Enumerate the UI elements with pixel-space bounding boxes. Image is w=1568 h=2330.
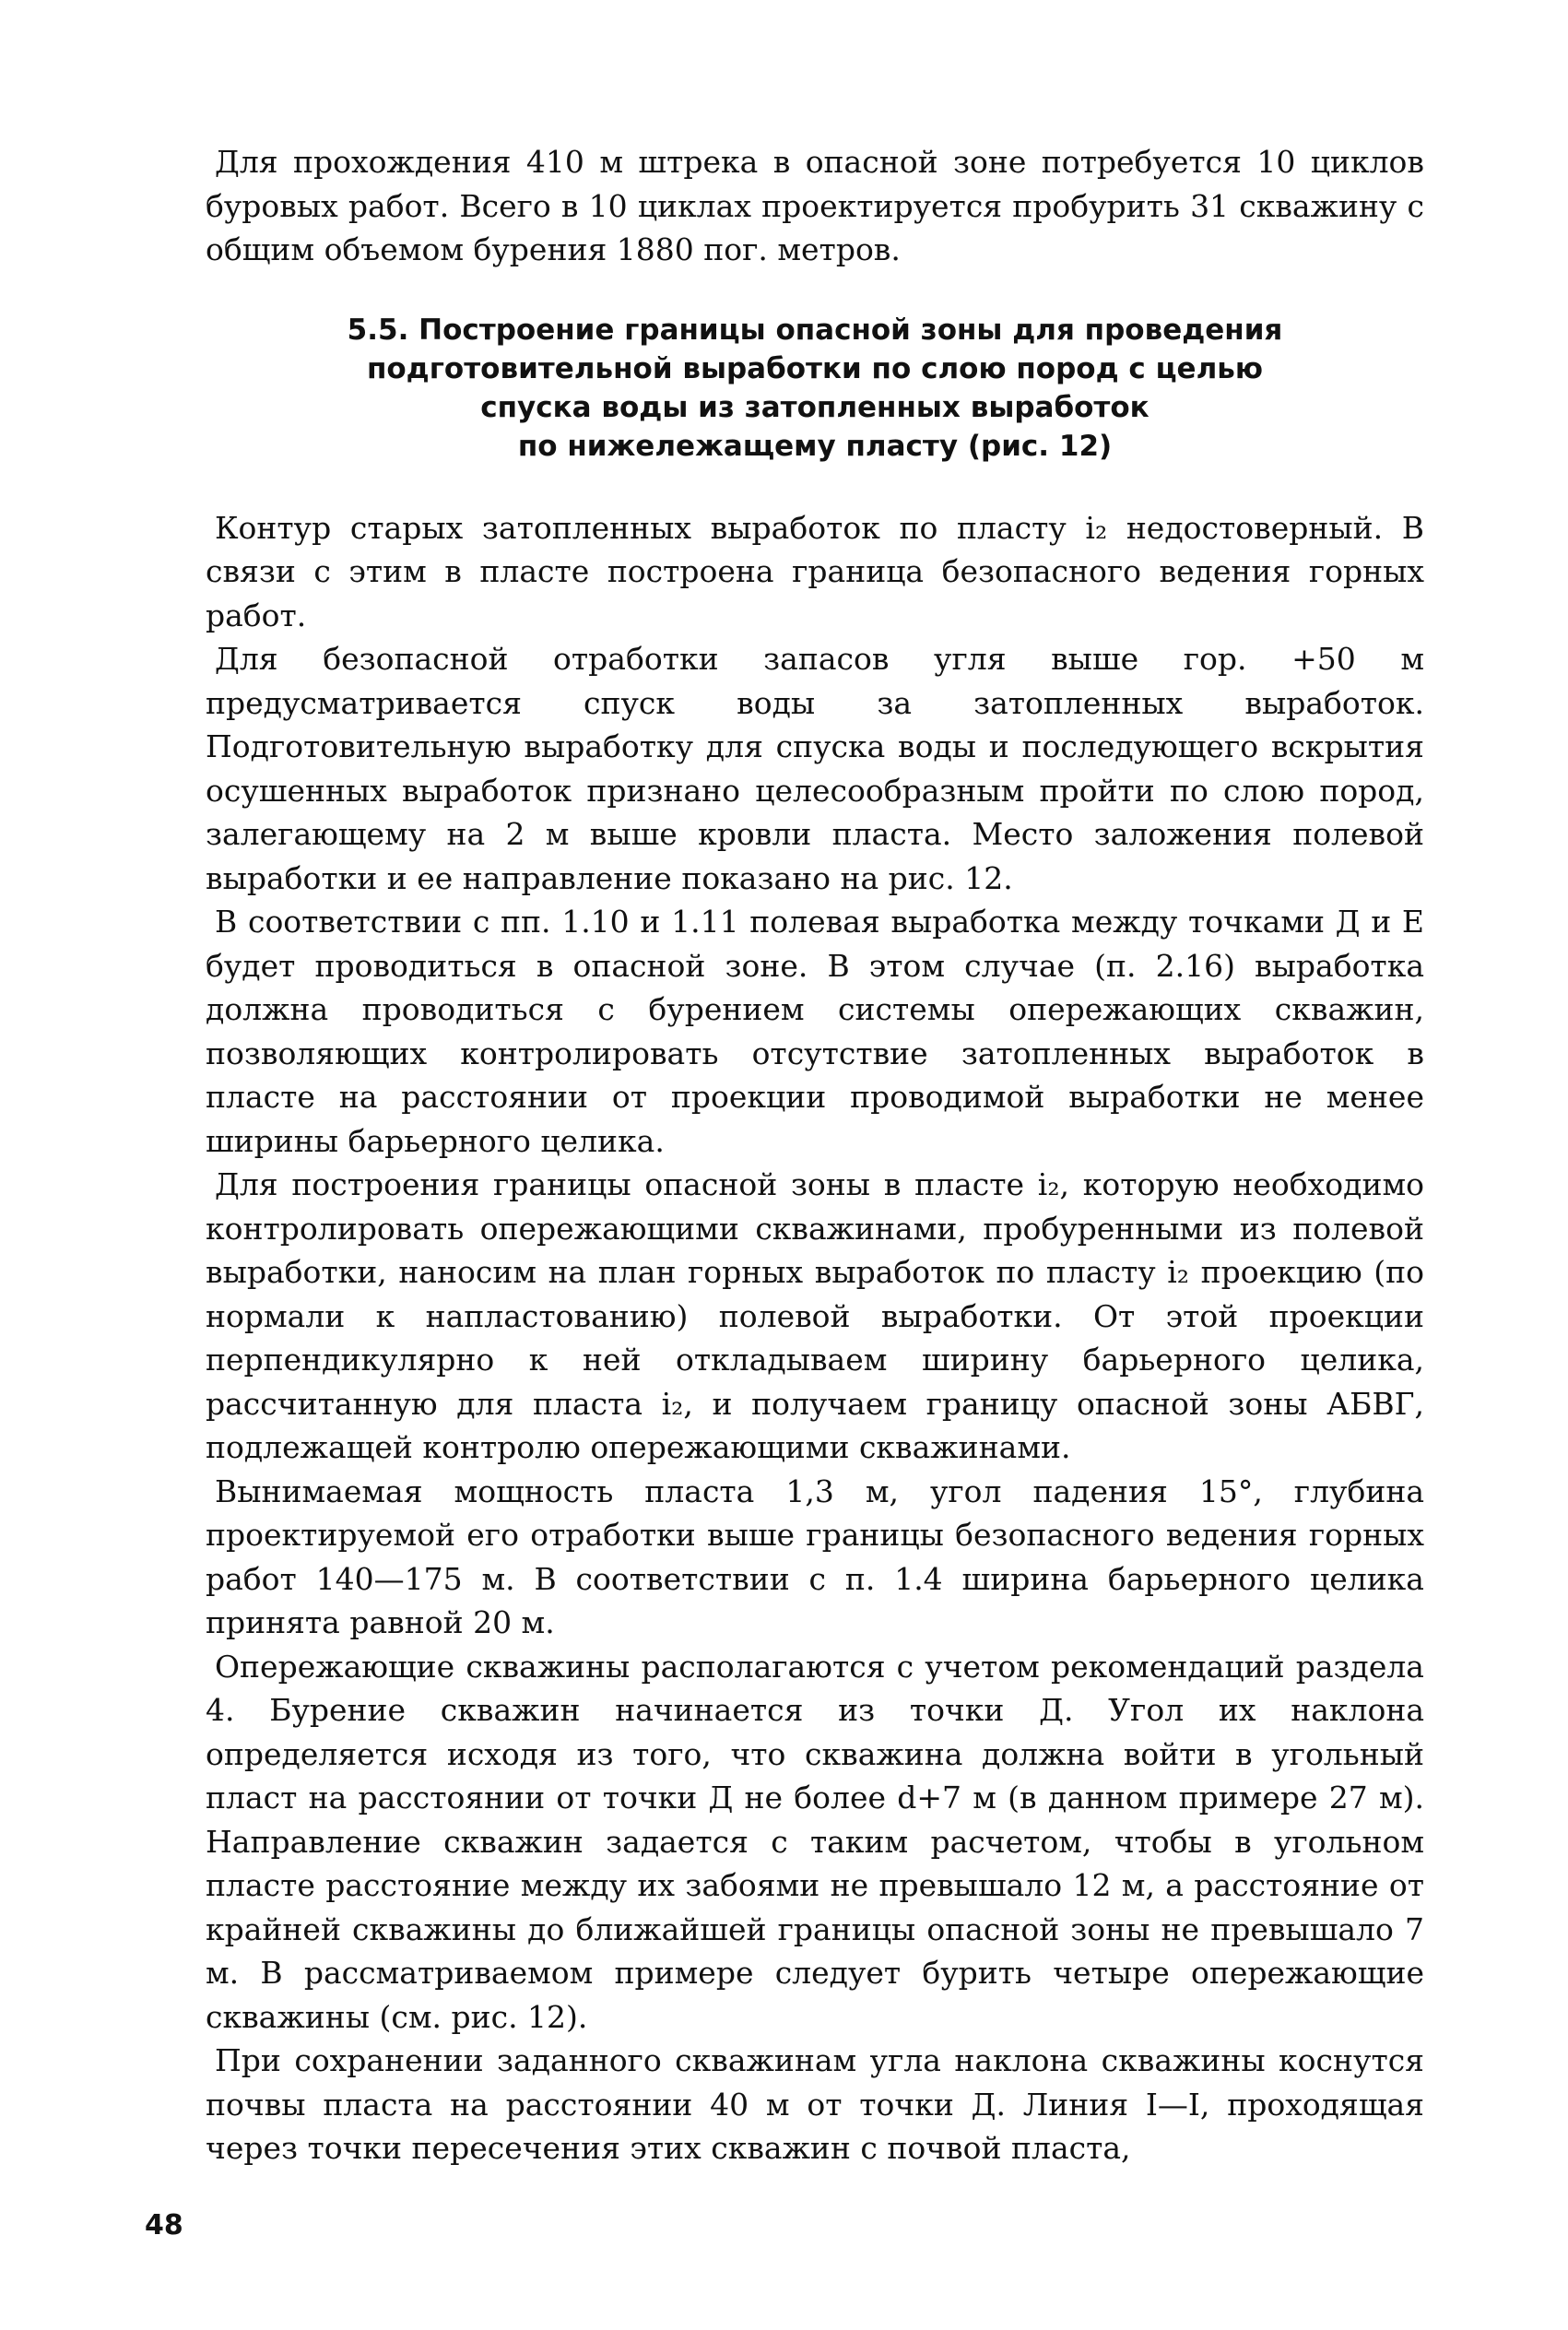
- body-paragraph: Для построения границы опасной зоны в пласте i₂, которую необходимо контролировать опережающими скважинами, пробуренными из полевой выработки, наносим на план горных выработок по пласту i₂ проекцию (по нормали к напластованию) полевой выработки. От этой проекции перпендикулярно к ней откладываем ширину барьерного целика, рассчитанную для пласта i₂, и получаем границу опасной зоны АБВГ, подлежащей контролю опережающими скважинами.: [206, 1166, 1424, 1465]
- body-paragraph: Для безопасной отработки запасов угля выше гор. +50 м предусматривается спуск воды за затопленных выработок. Подготовительную выработку для спуска воды и последующего вскрытия осушенных выработок признано целесообразным пройти по слою пород, залегающему на 2 м выше кровли пласта. Место заложения полевой выработки и ее направление показано на рис. 12.: [206, 641, 1424, 896]
- body-paragraph: Контур старых затопленных выработок по пласту i₂ недостоверный. В связи с этим в пласте построена граница безопасного ведения горных работ.: [206, 509, 1424, 633]
- page-number: 48: [145, 2209, 183, 2241]
- page-text-block: [206, 140, 1424, 2170]
- section-heading-line: 5.5. Построение границы опасной зоны для проведения: [347, 313, 1283, 347]
- body-paragraph: При сохранении заданного скважинам угла наклона скважины коснутся почвы пласта на расстоянии 40 м от точки Д. Линия I—I, проходящая через точки пересечения этих скважин с почвой пласта,: [206, 2042, 1424, 2166]
- section-heading-line: подготовительной выработки по слою пород с целью: [366, 351, 1264, 385]
- body-paragraph: Опережающие скважины располагаются с учетом рекомендаций раздела 4. Бурение скважин начинается из точки Д. Угол их наклона определяется исходя из того, что скважина должна войти в угольный пласт на расстоянии от точки Д не более d+7 м (в данном примере 27 м). Направление скважин задается с таким расчетом, чтобы в угольном пласте расстояние между их забоями не превышало 12 м, а расстояние от крайней скважины до ближайшей границы опасной зоны не превышало 7 м. В рассматриваемом примере следует бурить четыре опережающие скважины (см. рис. 12).: [206, 1648, 1424, 2035]
- body-paragraph: В соответствии с пп. 1.10 и 1.11 полевая выработка между точками Д и Е будет проводиться в опасной зоне. В этом случае (п. 2.16) выработка должна проводиться с бурением системы опережающих скважин, позволяющих контролировать отсутствие затопленных выработок в пласте на расстоянии от проекции проводимой выработки не менее ширины барьерного целика.: [206, 904, 1424, 1159]
- section-heading: [206, 311, 1424, 466]
- body-paragraph: Вынимаемая мощность пласта 1,3 м, угол падения 15°, глубина проектируемой его отработки выше границы безопасного ведения горных работ 140—175 м. В соответствии с п. 1.4 ширина барьерного целика принята равной 20 м.: [206, 1473, 1424, 1640]
- intro-paragraph: Для прохождения 410 м штрека в опасной зоне потребуется 10 циклов буровых работ. Всего в 10 циклах проектируется пробурить 31 скважину с общим объемом бурения 1880 пог. метров.: [206, 144, 1424, 267]
- section-heading-line: по нижележащему пласту (рис. 12): [517, 429, 1113, 463]
- section-heading-line: спуска воды из затопленных выработок: [480, 390, 1149, 424]
